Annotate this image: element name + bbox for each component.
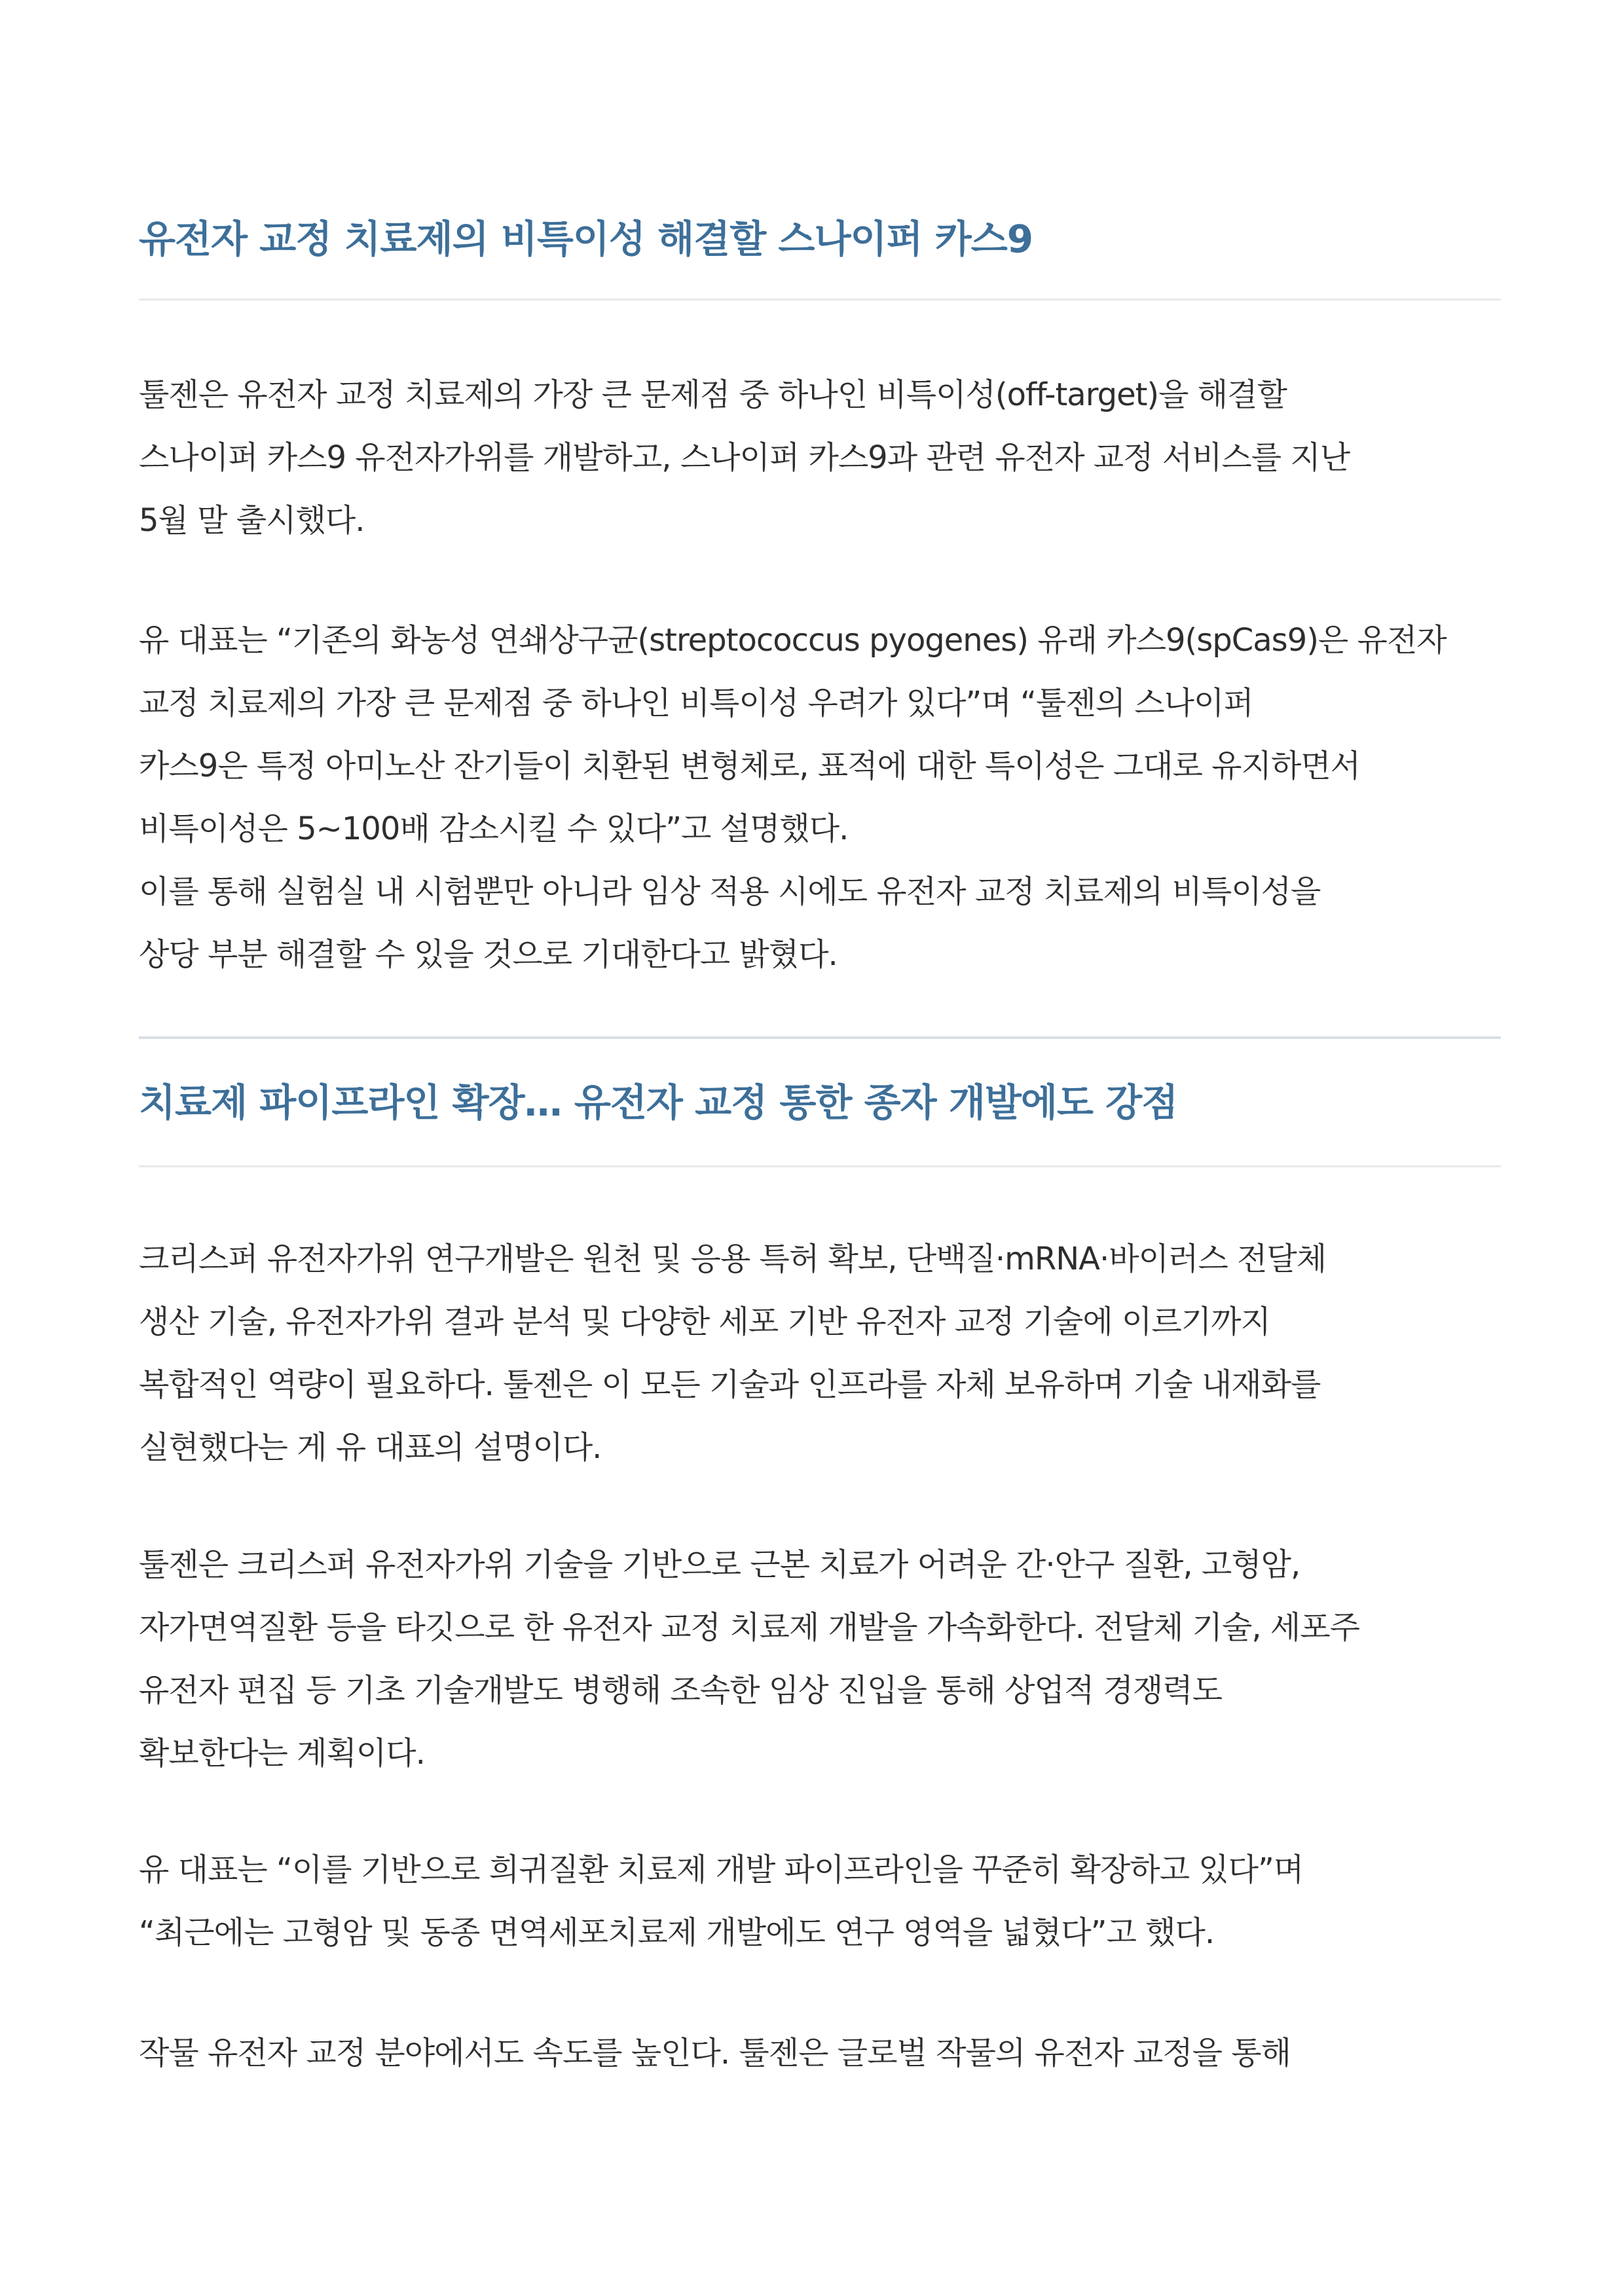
text-line: 툴젠은 유전자 교정 치료제의 가장 큰 문제점 중 하나인 비특이성(off-target)을 해결할 [139,376,1287,413]
section-heading: 치료제 파이프라인 확장… 유전자 교정 통한 종자 개발에도 강점 [139,1080,1178,1125]
section-heading: 유전자 교정 치료제의 비특이성 해결할 스나이퍼 카스9 [139,217,1033,261]
text-line: 유전자 편집 등 기초 기술개발도 병행해 조속한 임상 진입을 통해 상업적 경쟁력도 [139,1672,1222,1709]
paragraph [139,1228,1514,1479]
text-line: 5월 말 출시했다. [139,502,365,539]
section-divider [139,1036,1501,1039]
text-line: 교정 치료제의 가장 큰 문제점 중 하나인 비특이성 우려가 있다”며 “툴젠의 스나이퍼 [139,685,1253,721]
paragraph [139,2022,1514,2085]
paragraph [139,363,1514,552]
text-line: 실현했다는 게 유 대표의 설명이다. [139,1429,602,1466]
heading-divider [139,299,1501,301]
text-line: 카스9은 특정 아미노산 잔기들이 치환된 변형체로, 표적에 대한 특이성은 그대로 유지하면서 [139,748,1360,784]
paragraph [139,1838,1514,1964]
text-line: 유 대표는 “이를 기반으로 희귀질환 치료제 개발 파이프라인을 꾸준히 확장하고 있다”며 [139,1851,1304,1888]
text-line: 복합적인 역량이 필요하다. 툴젠은 이 모든 기술과 인프라를 자체 보유하며 기술 내재화를 [139,1366,1321,1403]
text-line: 자가면역질환 등을 타깃으로 한 유전자 교정 치료제 개발을 가속화한다. 전달체 기술, 세포주 [139,1609,1359,1646]
text-line: 확보한다는 계획이다. [139,1735,425,1772]
text-line: 비특이성은 5~100배 감소시킬 수 있다”고 설명했다. [139,811,849,847]
text-line: 생산 기술, 유전자가위 결과 분석 및 다양한 세포 기반 유전자 교정 기술에 이르기까지 [139,1303,1270,1340]
text-line: 유 대표는 “기존의 화농성 연쇄상구균(streptococcus pyogenes) 유래 카스9(spCas9)은 유전자 [139,622,1447,659]
heading-divider [139,1165,1501,1167]
paragraph [139,609,1514,986]
text-line: 크리스퍼 유전자가위 연구개발은 원천 및 응용 특허 확보, 단백질·mRNA·바이러스 전달체 [139,1241,1327,1277]
text-line: “최근에는 고형암 및 동종 면역세포치료제 개발에도 연구 영역을 넓혔다”고 했다. [139,1914,1215,1951]
paragraph [139,1533,1514,1785]
text-line: 스나이퍼 카스9 유전자가위를 개발하고, 스나이퍼 카스9과 관련 유전자 교정 서비스를 지난 [139,439,1350,476]
text-line: 작물 유전자 교정 분야에서도 속도를 높인다. 툴젠은 글로벌 작물의 유전자 교정을 통해 [139,2035,1291,2071]
text-line: 툴젠은 크리스퍼 유전자가위 기술을 기반으로 근본 치료가 어려운 간·안구 질환, 고형암, [139,1546,1301,1583]
text-line: 이를 통해 실험실 내 시험뿐만 아니라 임상 적용 시에도 유전자 교정 치료제의 비특이성을 [139,873,1321,910]
text-line: 상당 부분 해결할 수 있을 것으로 기대한다고 밝혔다. [139,936,838,973]
